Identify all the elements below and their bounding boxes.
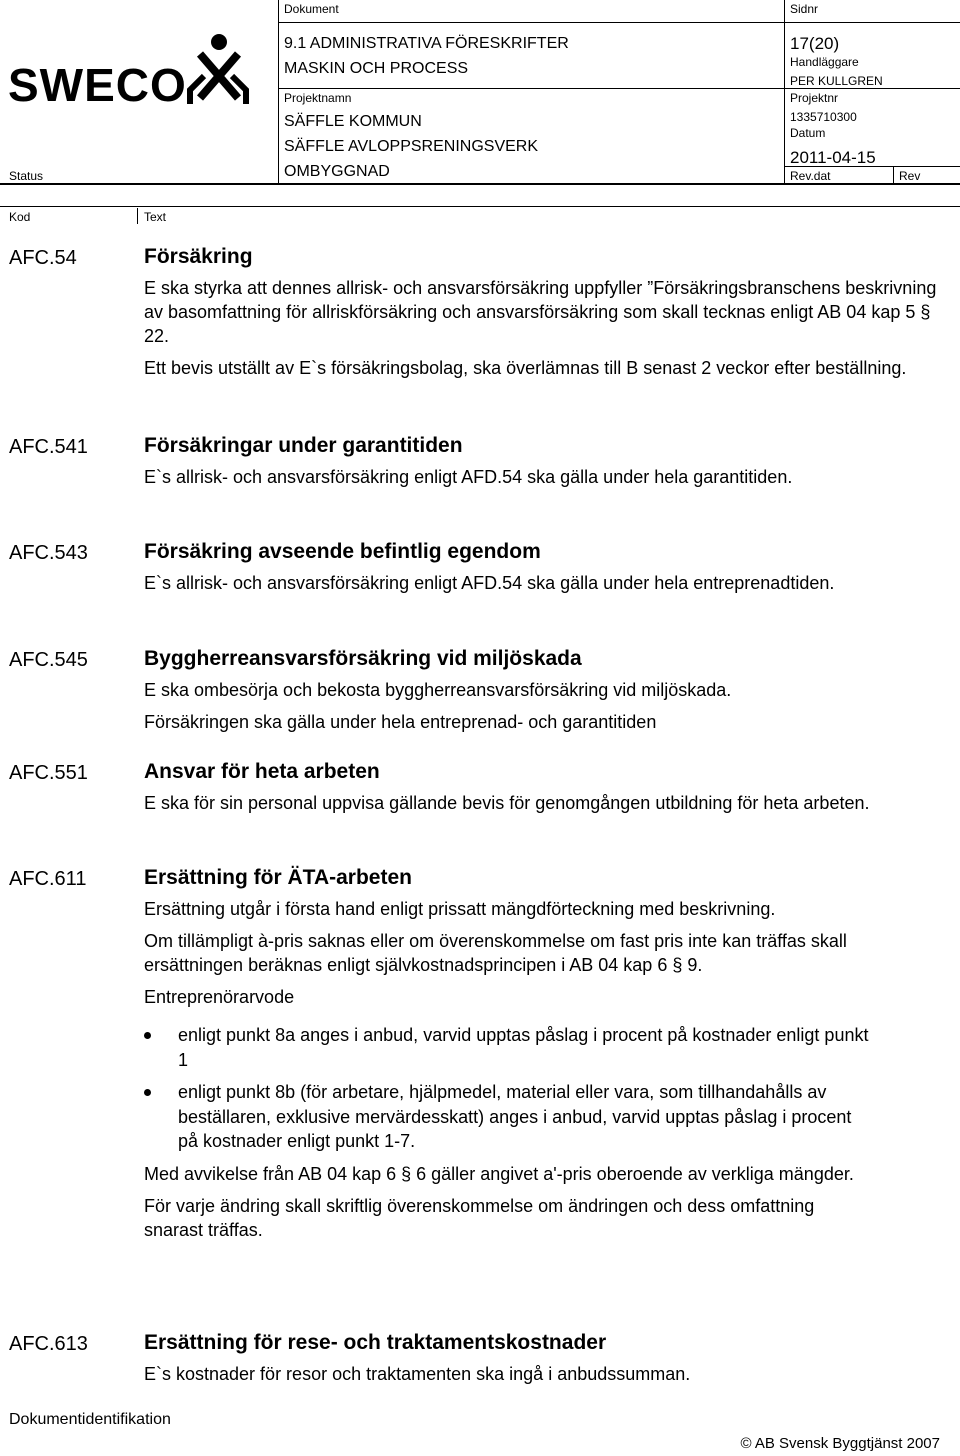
header-vline-2 [784,0,785,184]
section-code-afc611: AFC.611 [9,868,87,890]
section-code-afc613: AFC.613 [9,1333,88,1355]
sweco-logo-text: SWECO [8,59,187,111]
label-datum: Datum [790,126,826,140]
bullet-icon [144,1089,151,1096]
column-separator [137,208,138,224]
section-paragraph: Entreprenörarvode [144,987,295,1007]
list-item-text: enligt punkt 8b (för arbetare, hjälpmedel, material eller vara, som tillhandahålls av beställaren, exklusive mervärdesskatt) anges i anbud, varvid upptas påslag i procent på kostnader enligt punkt 1-7. [178,1082,852,1151]
section-code-afc54: AFC.54 [9,247,77,269]
section-code-afc545: AFC.545 [9,649,88,671]
copyright: © AB Svensk Byggtjänst 2007 [740,1435,940,1452]
section-paragraph: Ersättning utgår i första hand enligt prissatt mängdförteckning med beskrivning. [144,899,776,919]
section-title: Ansvar för heta arbeten [144,760,380,783]
list-item [144,1023,874,1072]
section-afc543 [144,539,944,603]
document-title-line2: MASKIN OCH PROCESS [284,60,469,77]
project-name-line2: SÄFFLE AVLOPPSRENINGSVERK [284,138,539,155]
document-header [0,0,960,224]
sweco-logo [8,32,248,112]
section-code-afc551: AFC.551 [9,762,88,784]
projektnr-value: 1335710300 [790,110,857,124]
header-hline-1 [278,22,960,23]
section-code-afc543: AFC.543 [9,542,88,564]
project-name-line1: SÄFFLE KOMMUN [284,113,422,130]
label-dokument: Dokument [284,2,339,16]
section-title: Försäkringar under garantitiden [144,434,463,457]
section-title: Ersättning för rese- och traktamentskostnader [144,1331,607,1354]
section-code-afc541: AFC.541 [9,436,88,458]
section-afc611 [144,865,944,1250]
list-item-text: enligt punkt 8a anges i anbud, varvid upptas påslag i procent på kostnader enligt punkt 1 [178,1025,869,1070]
column-header-text: Text [144,210,167,224]
header-divider [0,183,960,185]
section-afc54 [144,244,944,388]
section-paragraph: Om tillämpligt à-pris saknas eller om överenskommelse om fast pris inte kan träffas skall ersättningen beräknas enligt självkostnadsprincipen i AB 04 kap 6 § 9. [144,931,847,975]
list-item [144,1080,874,1154]
section-paragraph: E`s allrisk- och ansvarsförsäkring enligt AFD.54 ska gälla under hela entreprenadtiden. [144,573,835,593]
header-hline-2 [278,88,960,89]
document-title-line1: 9.1 ADMINISTRATIVA FÖRESKRIFTER [284,35,569,52]
datum-value: 2011-04-15 [790,148,876,167]
page-number: 17(20) [790,34,840,53]
section-paragraph: E ska för sin personal uppvisa gällande bevis för genomgången utbildning för heta arbeten. [144,793,870,813]
section-afc613 [144,1330,944,1394]
section-afc541 [144,433,944,497]
label-status: Status [9,169,44,183]
label-sidnr: Sidnr [790,2,819,16]
bullet-icon [144,1032,151,1039]
section-paragraph: E`s allrisk- och ansvarsförsäkring enligt AFD.54 ska gälla under hela garantitiden. [144,467,793,487]
section-afc551 [144,759,944,823]
sweco-symbol-icon [186,32,250,106]
section-title: Byggherreansvarsförsäkring vid miljöskada [144,647,582,670]
section-title: Försäkring avseende befintlig egendom [144,540,541,563]
label-rev: Rev [899,169,921,183]
section-paragraph: E`s kostnader för resor och traktamenten ska ingå i anbudssumman. [144,1364,691,1384]
header-vline-1 [278,0,279,184]
label-projektnamn: Projektnamn [284,91,352,105]
section-afc545 [144,646,944,742]
section-paragraph: E ska ombesörja och bekosta byggherreansvarsförsäkring vid miljöskada. [144,680,732,700]
section-title: Försäkring [144,245,253,268]
document-identification: Dokumentidentifikation [9,1411,171,1428]
section-paragraph: E ska styrka att dennes allrisk- och ansvarsförsäkring uppfyller ”Försäkringsbranschens beskrivning av basomfattning för allriskförsäkring och ansvarsförsäkring som skall tecknas enligt AB 04 kap 5 § 22. [144,278,937,346]
label-projektnr: Projektnr [790,91,839,105]
project-name-line3: OMBYGGNAD [284,163,390,180]
section-paragraph: För varje ändring skall skriftlig överenskommelse om ändringen och dess omfattning snarast träffas. [144,1195,815,1240]
header-vline-3 [893,166,894,184]
section-title: Ersättning för ÄTA-arbeten [144,866,412,889]
section-paragraph: Försäkringen ska gälla under hela entreprenad- och garantitiden [144,712,657,732]
section-paragraph: Med avvikelse från AB 04 kap 6 § 6 gäller angivet a'-pris oberoende av verkliga mängder. [144,1163,854,1184]
label-handlaggare: Handläggare [790,55,859,69]
label-revdat: Rev.dat [790,169,831,183]
handlaggare-value: PER KULLGREN [790,74,883,88]
bullet-list [144,1023,874,1154]
column-header-kod: Kod [9,210,31,224]
column-header-divider [0,206,960,207]
section-paragraph: Ett bevis utställt av E`s försäkringsbolag, ska överlämnas till B senast 2 veckor efter beställning. [144,358,907,378]
